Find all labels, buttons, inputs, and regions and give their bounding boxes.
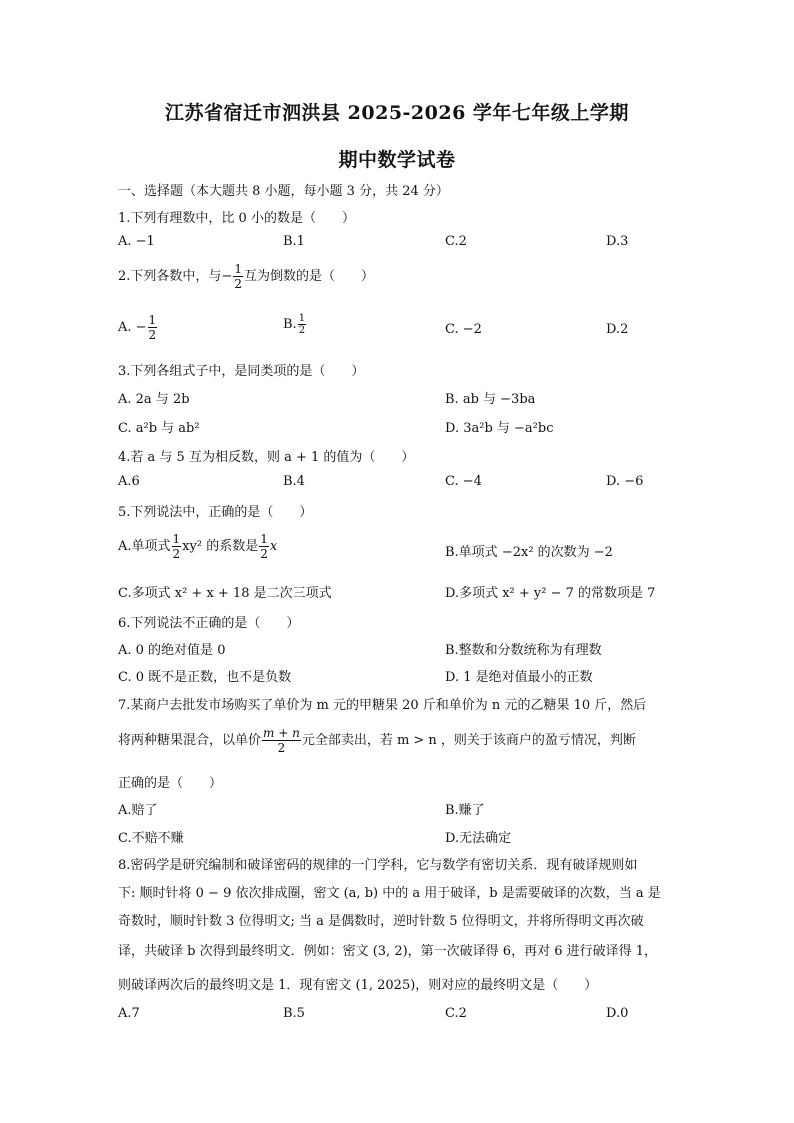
q5-option-b: B.单项式 −2x² 的次数为 −2 xyxy=(445,545,613,560)
fraction-numerator: 1 xyxy=(298,313,306,324)
q8-option-a: A.7 xyxy=(118,1006,140,1021)
q1-option-b: B.1 xyxy=(283,234,305,249)
q2-b-fraction xyxy=(298,313,306,336)
q6-option-a: A. 0 的绝对值是 0 xyxy=(118,643,226,658)
fraction-numerator: 1 xyxy=(234,262,242,276)
q2-a-prefix: A. − xyxy=(118,320,147,335)
q4-option-d: D. −6 xyxy=(606,474,644,489)
q2-option-a xyxy=(118,313,158,342)
q2-option-d: D.2 xyxy=(606,322,629,337)
fraction-denominator: 2 xyxy=(234,277,242,291)
q7-line1: 7.某商户去批发市场购买了单价为 m 元的甲糖果 20 斤和单价为 n 元的乙糖果 10 斤，然后 xyxy=(118,698,647,713)
q8-option-c: C.2 xyxy=(445,1006,467,1021)
q5-a-middle: xy² 的系数是 xyxy=(182,539,259,554)
q2-stem-fraction xyxy=(233,262,243,291)
q5-a-suffix: x xyxy=(269,539,278,554)
q8-option-b: B.5 xyxy=(283,1006,305,1021)
q5-stem: 5.下列说法中，正确的是（ ） xyxy=(118,505,313,520)
exam-title-line2: 期中数学试卷 xyxy=(338,149,456,171)
fraction-denominator: 2 xyxy=(260,547,268,561)
fraction-numerator: 1 xyxy=(260,532,268,546)
q8-line1: 8.密码学是研究编制和破译密码的规律的一门学科，它与数学有密切关系．现有破译规则如 xyxy=(118,858,638,873)
q1-stem: 1.下列有理数中，比 0 小的数是（ ） xyxy=(118,211,355,226)
q3-stem: 3.下列各组式子中，是同类项的是（ ） xyxy=(118,364,365,379)
exam-title-line1: 江苏省宿迁市泗洪县 2025-2026 学年七年级上学期 xyxy=(165,102,629,124)
q8-line3: 奇数时，顺时针数 3 位得明文; 当 a 是偶数时，逆时针数 5 位得明文，并将所得明文再次破 xyxy=(118,914,644,929)
q1-option-c: C.2 xyxy=(445,234,467,249)
q1-option-d: D.3 xyxy=(606,234,629,249)
q3-option-b: B. ab 与 −3ba xyxy=(445,392,536,407)
q3-option-c: C. a²b 与 ab² xyxy=(118,421,200,436)
q8-line4: 译，共破译 b 次得到最终明文．例如：密文 (3, 2)，第一次破译得 6，再对 6 进行破译得 1， xyxy=(118,944,658,959)
q7-option-b: B.赚了 xyxy=(445,803,485,818)
q2-b-prefix: B. xyxy=(283,317,297,332)
q5-option-c: C.多项式 x² + x + 18 是二次三项式 xyxy=(118,586,332,601)
q2-stem-post: 互为倒数的是（ ） xyxy=(243,269,374,284)
q2-option-c: C. −2 xyxy=(445,322,482,337)
fraction-numerator: 1 xyxy=(172,532,181,546)
q4-option-c: C. −4 xyxy=(445,474,482,489)
fraction-denominator: 2 xyxy=(148,328,157,342)
q4-option-a: A.6 xyxy=(118,474,140,489)
q4-option-b: B.4 xyxy=(283,474,305,489)
q7-line2 xyxy=(118,726,636,755)
q3-option-d: D. 3a²b 与 −a²bc xyxy=(445,421,554,436)
q7-price-fraction xyxy=(262,726,301,755)
fraction-denominator: 2 xyxy=(298,325,306,336)
q7-option-a: A.赔了 xyxy=(118,803,158,818)
q5-a-prefix: A.单项式 xyxy=(118,539,171,554)
q5-a-fraction1 xyxy=(172,532,182,561)
q7-line2-post: 元全部卖出，若 m > n ，则关于该商户的盈亏情况，判断 xyxy=(301,733,636,748)
q3-option-a: A. 2a 与 2b xyxy=(118,392,190,407)
q5-a-fraction2 xyxy=(259,532,269,561)
q4-stem: 4.若 a 与 5 互为相反数，则 a + 1 的值为（ ） xyxy=(118,450,415,465)
section-heading: 一、选择题（本大题共 8 小题，每小题 3 分，共 24 分） xyxy=(118,184,449,199)
fraction-numerator: m + n xyxy=(263,726,300,740)
q6-option-b: B.整数和分数统称为有理数 xyxy=(445,643,602,658)
q2-a-fraction xyxy=(148,313,158,342)
q7-option-d: D.无法确定 xyxy=(445,831,512,846)
q1-option-a: A. −1 xyxy=(118,234,155,249)
q5-option-d: D.多项式 x² + y² − 7 的常数项是 7 xyxy=(445,586,656,601)
q2-stem-sign: − xyxy=(221,269,233,284)
q2-option-b xyxy=(283,313,307,336)
q2-stem xyxy=(118,262,374,291)
q6-stem: 6.下列说法不正确的是（ ） xyxy=(118,616,300,631)
q8-option-d: D.0 xyxy=(606,1006,629,1021)
q2-stem-pre: 2.下列各数中，与 xyxy=(118,269,222,284)
q8-line2: 下: 顺时针将 0 − 9 依次排成圈，密文 (a, b) 中的 a 用于破译，b 是需要破译的次数，当 a 是 xyxy=(118,886,661,901)
fraction-denominator: 2 xyxy=(277,741,286,755)
fraction-denominator: 2 xyxy=(172,547,181,561)
q5-option-a xyxy=(118,532,277,561)
q6-option-d: D. 1 是绝对值最小的正数 xyxy=(445,670,593,685)
fraction-numerator: 1 xyxy=(148,313,157,327)
q7-line3: 正确的是（ ） xyxy=(118,776,223,791)
q8-line5: 则破译两次后的最终明文是 1．现有密文 (1, 2025)，则对应的最终明文是（ ） xyxy=(118,978,598,993)
q7-option-c: C.不赔不赚 xyxy=(118,831,184,846)
q7-line2-pre: 将两种糖果混合，以单价 xyxy=(118,733,262,748)
q6-option-c: C. 0 既不是正数，也不是负数 xyxy=(118,670,292,685)
